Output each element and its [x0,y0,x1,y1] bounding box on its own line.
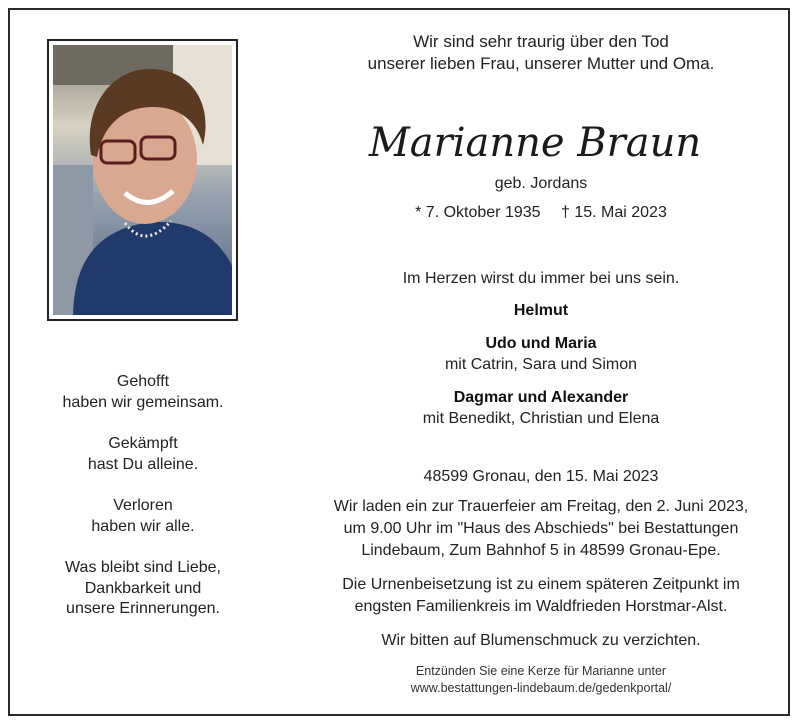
life-dates [296,202,786,224]
intro-line: Wir sind sehr traurig über den Tod [413,32,669,51]
poem-stanza [30,434,256,475]
deceased-name [330,110,740,172]
birth-date: * 7. Oktober 1935 [415,204,541,221]
poem-stanza [30,496,256,537]
poem-line: haben wir alle. [91,517,195,535]
svg-text:Marianne Braun: Marianne Braun [368,120,702,166]
funeral-line: Lindebaum, Zum Bahnhof 5 in 48599 Gronau-Epe. [361,542,721,559]
poem-stanza [30,558,256,620]
birth-name: geb. Jordans [494,175,588,192]
intro-text [296,31,786,75]
poem-line: hast Du alleine. [87,455,199,473]
poem-line: Gekämpft [108,435,178,452]
poem-line: Gehofft [116,373,170,390]
motto: Im Herzen wirst du immer bei uns sein. [402,270,680,287]
place-date: 48599 Gronau, den 15. Mai 2023 [423,468,659,485]
poem-line: Dankbarkeit und [84,579,202,597]
funeral-line: Wir laden ein zur Trauerfeier am Freitag, den 2. Juni 2023, [333,498,749,515]
mourners [296,300,786,441]
mourner-children: mit Benedikt, Christian und Elena [422,410,660,427]
portrait-photo [53,45,232,315]
urn-line: engsten Familienkreis im Waldfrieden Horstmar-Alst. [354,598,728,615]
poem-line: Was bleibt sind Liebe, [65,559,221,576]
poem [30,372,256,641]
urn-info [296,574,786,618]
funeral-line: um 9.00 Uhr im "Haus des Abschieds" bei Bestattungen [343,520,739,537]
portrait-frame [47,39,238,321]
intro-line: unserer lieben Frau, unserer Mutter und Oma. [367,54,715,73]
poem-line: haben wir gemeinsam. [62,393,224,411]
mourner-group [296,300,786,321]
mourner-children: mit Catrin, Sara und Simon [444,356,638,373]
memorial-link[interactable]: www.bestattungen-lindebaum.de/gedenkportal/ [410,681,672,695]
memorial-footer [296,663,786,697]
urn-line: Die Urnenbeisetzung ist zu einem späteren Zeitpunkt im [342,576,740,593]
poem-line: unsere Erinnerungen. [66,600,220,617]
mourner-name: Udo und Maria [485,335,597,352]
flowers-note: Wir bitten auf Blumenschmuck zu verzichten. [381,632,701,649]
mourner-name: Dagmar und Alexander [453,389,629,406]
funeral-info [296,496,786,562]
poem-line: Verloren [113,497,173,514]
mourner-name: Helmut [513,302,569,319]
mourner-group [296,387,786,429]
poem-stanza [30,372,256,413]
candle-invite: Entzünden Sie eine Kerze für Marianne unter [415,664,667,678]
mourner-group [296,333,786,375]
death-date: † 15. Mai 2023 [561,204,667,221]
